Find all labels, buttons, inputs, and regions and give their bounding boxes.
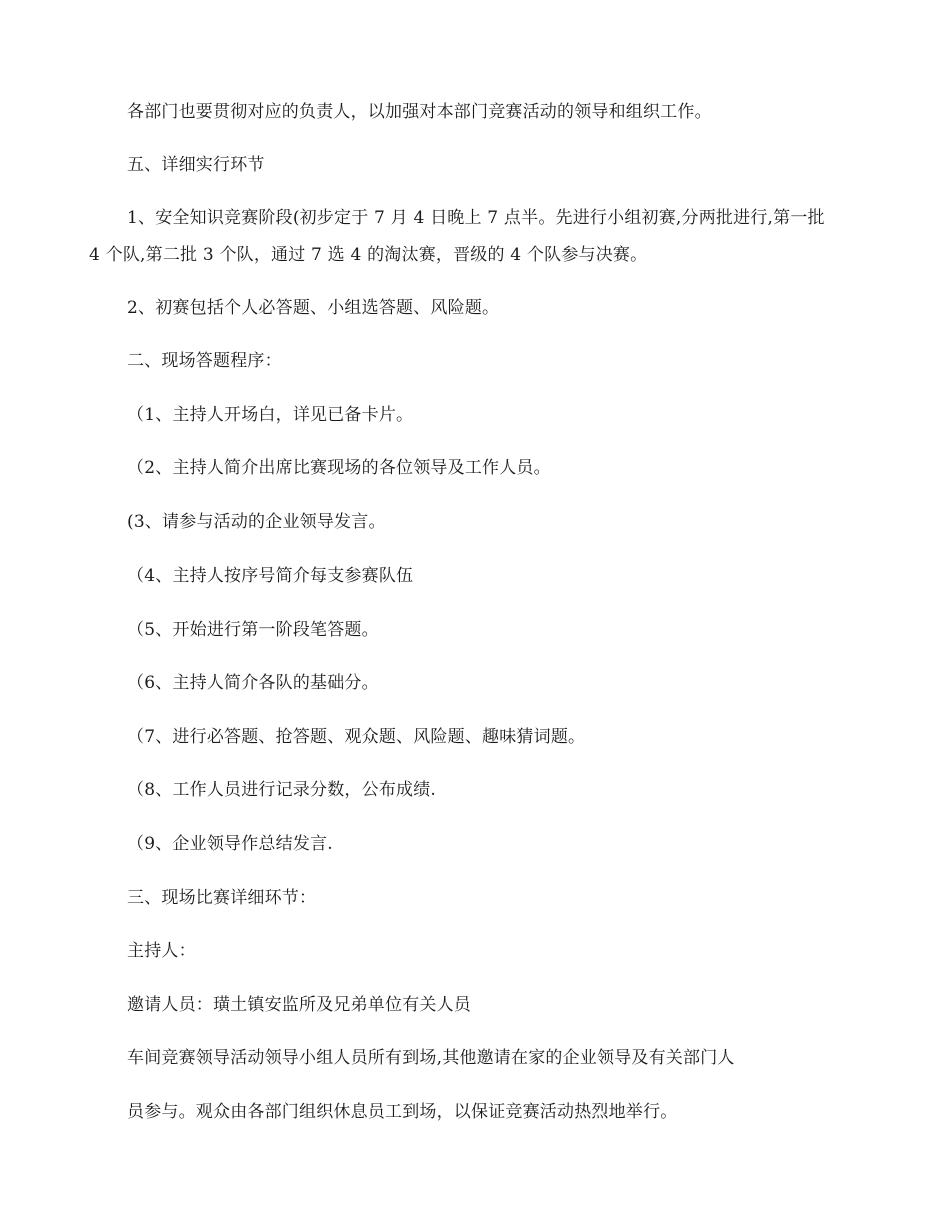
paragraph-line: 邀请人员：璜土镇安监所及兄弟单位有关人员	[127, 995, 471, 1015]
list-item: （5、开始进行第一阶段笔答题。	[127, 620, 379, 640]
list-item: （7、进行必答题、抢答题、观众题、风险题、趣味猜词题。	[127, 727, 586, 747]
list-item: （1、主持人开场白，详见已备卡片。	[127, 405, 414, 425]
paragraph-line: 员参与。观众由各部门组织休息员工到场，以保证竞赛活动热烈地举行。	[127, 1102, 678, 1122]
list-item: (3、请参与活动的企业领导发言。	[127, 512, 386, 532]
section-heading: 五、详细实行环节	[127, 155, 265, 175]
section-heading: 三、现场比赛详细环节：	[127, 888, 317, 908]
paragraph-line: 主持人：	[127, 941, 196, 961]
paragraph-line: 2、初赛包括个人必答题、小组选答题、风险题。	[127, 298, 500, 318]
paragraph-line: 车间竞赛领导活动领导小组人员所有到场,其他邀请在家的企业领导及有关部门人	[127, 1048, 735, 1068]
list-item: （8、工作人员进行记录分数，公布成绩.	[127, 780, 437, 800]
list-item: （9、企业领导作总结发言.	[127, 834, 333, 854]
list-item: （6、主持人简介各队的基础分。	[127, 673, 379, 693]
list-item: （4、主持人按序号简介每支参赛队伍	[127, 566, 414, 586]
paragraph-line: 各部门也要贯彻对应的负责人，以加强对本部门竞赛活动的领导和组织工作。	[127, 102, 712, 122]
section-heading: 二、现场答题程序：	[127, 351, 282, 371]
list-item: （2、主持人简介出席比赛现场的各位领导及工作人员。	[127, 458, 551, 478]
paragraph-line: 1、安全知识竞赛阶段(初步定于 7 月 4 日晚上 7 点半。先进行小组初赛,分两批进行,第一批	[127, 208, 825, 228]
paragraph-line: 4 个队,第二批 3 个队，通过 7 选 4 的淘汰赛，晋级的 4 个队参与决赛。	[89, 245, 648, 265]
